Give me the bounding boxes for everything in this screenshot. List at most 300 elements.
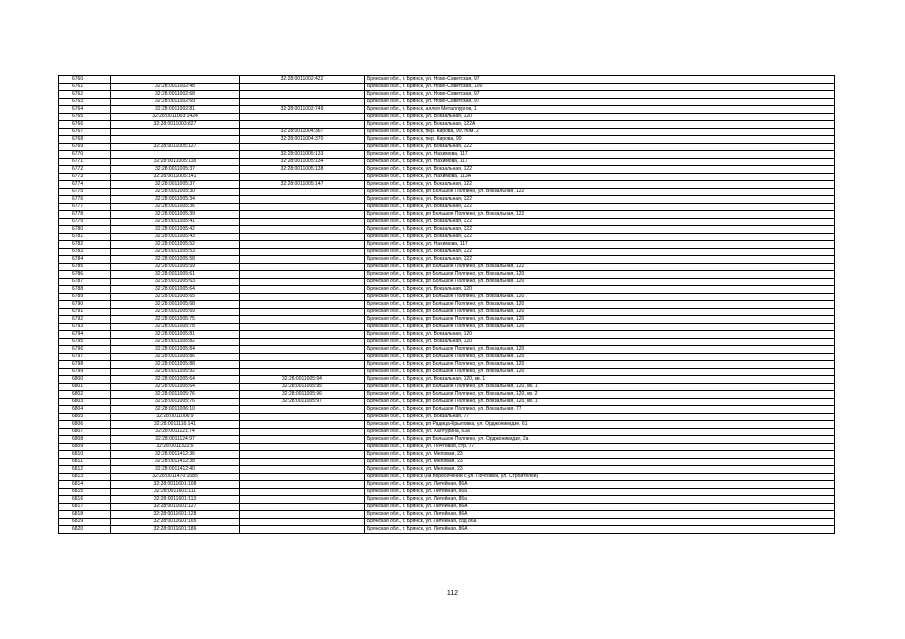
row-number-cell: 6786 — [59, 271, 111, 279]
row-number-cell: 6773 — [59, 173, 111, 181]
address-cell: Брянская обл., г. Брянск, ул. Меловая, 23 — [365, 451, 835, 459]
address-cell: Брянская обл., г. Брянск, ул. Литейная, 86А — [365, 481, 835, 489]
object-cadastral-number-cell: 32:28:0011005:97 — [240, 398, 365, 406]
object-cadastral-number-cell — [240, 271, 365, 279]
object-cadastral-number-cell — [240, 226, 365, 234]
object-cadastral-number-cell — [240, 406, 365, 414]
table-row — [59, 143, 835, 151]
table-row — [59, 466, 835, 474]
address-cell: Брянская обл., г. Брянск, ул. Нахимова, 117 — [365, 241, 835, 249]
object-cadastral-number-cell — [240, 458, 365, 466]
address-cell: Брянская обл., г. Брянск, рп Большое Полпино, ул. Вокзальная, 120 — [365, 271, 835, 279]
object-cadastral-number-cell: 32:28:0011002:422 — [240, 76, 365, 84]
row-number-cell: 6793 — [59, 323, 111, 331]
table-row — [59, 278, 835, 286]
land-cadastral-number-cell: 32:28:0011005:34 — [111, 196, 240, 204]
table-row — [59, 196, 835, 204]
row-number-cell: 6819 — [59, 518, 111, 526]
table-row — [59, 496, 835, 504]
address-cell: Брянская обл., г. Брянск, ул. Вокзальная, 120 — [365, 286, 835, 294]
land-cadastral-number-cell: 32:28:0011601:165 — [111, 518, 240, 526]
address-cell: Брянская обл., г. Брянск, пер. Кирова, 99 — [365, 136, 835, 144]
address-cell: Брянская обл., г. Брянск, рп Большое Полпино, ул. Вокзальная, 120, кв. 1 — [365, 383, 835, 391]
row-number-cell: 6798 — [59, 361, 111, 369]
land-cadastral-number-cell: 32:28:0011005:84 — [111, 346, 240, 354]
land-cadastral-number-cell: 32:28:0011601:111 — [111, 488, 240, 496]
land-cadastral-number-cell: 32:28:0011005:41 — [111, 218, 240, 226]
address-cell: Брянская обл., г. Брянск, рп Большое Полпино, ул. Вокзальная, 122 — [365, 211, 835, 219]
row-number-cell: 6784 — [59, 256, 111, 264]
row-number-cell: 6770 — [59, 151, 111, 159]
object-cadastral-number-cell — [240, 331, 365, 339]
row-number-cell: 6807 — [59, 428, 111, 436]
table-row — [59, 323, 835, 331]
table-row — [59, 76, 835, 84]
object-cadastral-number-cell: 32:28:0011004:370 — [240, 136, 365, 144]
land-cadastral-number-cell: 32:28:0011124:97 — [111, 436, 240, 444]
table-row — [59, 248, 835, 256]
object-cadastral-number-cell — [240, 173, 365, 181]
row-number-cell: 6809 — [59, 443, 111, 451]
object-cadastral-number-cell — [240, 338, 365, 346]
address-cell: Брянская обл., г. Брянск (на пересечении с ул. Почтовой, ул. Строителей) — [365, 473, 835, 481]
address-cell: Брянская обл., г. Брянск, ул. Вокзальная, 122 — [365, 256, 835, 264]
table-row — [59, 121, 835, 129]
object-cadastral-number-cell — [240, 428, 365, 436]
land-cadastral-number-cell: 32:28:0011006:9 — [111, 413, 240, 421]
table-row — [59, 316, 835, 324]
address-cell: Брянская обл., г. Брянск, ул. Вокзальная, 77 — [365, 413, 835, 421]
row-number-cell: 6816 — [59, 496, 111, 504]
address-cell: Брянская обл., г. Брянск, ул. Литейная, 86а — [365, 496, 835, 504]
object-cadastral-number-cell: 32:28:0011005:96 — [240, 391, 365, 399]
table-row — [59, 83, 835, 91]
land-cadastral-number-cell: 32:28:0011002:81 — [111, 106, 240, 114]
table-row — [59, 451, 835, 459]
address-cell: Брянская обл., г. Брянск, ул. Вокзальная, 122 — [365, 203, 835, 211]
row-number-cell: 6799 — [59, 368, 111, 376]
row-number-cell: 6760 — [59, 76, 111, 84]
land-cadastral-number-cell: 32:28:0011005:141 — [111, 173, 240, 181]
row-number-cell: 6820 — [59, 526, 111, 534]
address-cell: Брянская обл., г. Брянск, ул. Вокзальная, 122 — [365, 233, 835, 241]
address-cell: Брянская обл., г. Брянск, ул. Вокзальная, 122 — [365, 218, 835, 226]
land-cadastral-number-cell: 32:28:0011322:5 — [111, 443, 240, 451]
row-number-cell: 6782 — [59, 241, 111, 249]
land-cadastral-number-cell: 32:28:0011005:82 — [111, 338, 240, 346]
table-row — [59, 353, 835, 361]
row-number-cell: 6762 — [59, 91, 111, 99]
object-cadastral-number-cell — [240, 196, 365, 204]
row-number-cell: 6814 — [59, 481, 111, 489]
land-cadastral-number-cell: 32:28:0011003:1424 — [111, 113, 240, 121]
row-number-cell: 6763 — [59, 98, 111, 106]
address-cell: Брянская обл., г. Брянск, ул. Литейная, 86А — [365, 503, 835, 511]
table-row — [59, 286, 835, 294]
row-number-cell: 6805 — [59, 413, 111, 421]
row-number-cell: 6808 — [59, 436, 111, 444]
table-row — [59, 511, 835, 519]
table-row — [59, 406, 835, 414]
address-cell: Брянская обл., г. Брянск, рп Большое Полпино, ул. Вокзальная, 120, кв. 1 — [365, 398, 835, 406]
table-row — [59, 233, 835, 241]
table-row — [59, 136, 835, 144]
land-cadastral-number-cell: 32:28:0011002:68 — [111, 91, 240, 99]
address-cell: Брянская обл., г. Брянск, рп Большое Полпино, ул. Вокзальная, 120 — [365, 293, 835, 301]
land-cadastral-number-cell: 32:28:0011412:36 — [111, 451, 240, 459]
land-cadastral-number-cell: 32:28:0011005:127 — [111, 143, 240, 151]
address-cell: Брянская обл., г. Брянск, ул. Литейная, 86А — [365, 511, 835, 519]
land-cadastral-number-cell: 32:28:0011002:69 — [111, 98, 240, 106]
object-cadastral-number-cell — [240, 301, 365, 309]
land-cadastral-number-cell: 32:28:0011003:827 — [111, 121, 240, 129]
row-number-cell: 6765 — [59, 113, 111, 121]
address-cell: Брянская обл., г. Брянск, рп Большое Полпино, ул. Вокзальная, 120, кв. 2 — [365, 391, 835, 399]
table-row — [59, 391, 835, 399]
address-cell: Брянская обл., г. Брянск, ул. Нахимова, 117 — [365, 158, 835, 166]
address-cell: Брянская обл., г. Брянск, ул. Вокзальная, 120 — [365, 331, 835, 339]
address-cell: Брянская обл., г. Брянск, ул. Литейная, сод 86а — [365, 518, 835, 526]
table-row — [59, 91, 835, 99]
object-cadastral-number-cell — [240, 526, 365, 534]
land-cadastral-number-cell: 32:28:0011005:30 — [111, 188, 240, 196]
object-cadastral-number-cell — [240, 203, 365, 211]
land-cadastral-number-cell: 32:28:0011005:64 — [111, 376, 240, 384]
row-number-cell: 6780 — [59, 226, 111, 234]
address-cell: Брянская обл., г. Брянск, ул. Ново-Советская, 97 — [365, 98, 835, 106]
land-cadastral-number-cell: 32:28:0011005:39 — [111, 211, 240, 219]
table-row — [59, 128, 835, 136]
object-cadastral-number-cell — [240, 346, 365, 354]
object-cadastral-number-cell — [240, 121, 365, 129]
table-row — [59, 436, 835, 444]
table-row — [59, 421, 835, 429]
row-number-cell: 6801 — [59, 383, 111, 391]
object-cadastral-number-cell: 32:28:0011005:133 — [240, 151, 365, 159]
land-cadastral-number-cell: 32:28:0011005:68 — [111, 301, 240, 309]
table-row — [59, 98, 835, 106]
land-cadastral-number-cell: 32:28:0011006:10 — [111, 406, 240, 414]
table-row — [59, 443, 835, 451]
row-number-cell: 6766 — [59, 121, 111, 129]
land-cadastral-number-cell: 32:28:0011005:76 — [111, 398, 240, 406]
row-number-cell: 6788 — [59, 286, 111, 294]
row-number-cell: 6771 — [59, 158, 111, 166]
address-cell: Брянская обл., г. Брянск, рп Большое Полпино, ул. Вокзальная, 122 — [365, 263, 835, 271]
address-cell: Брянская обл., г. Брянск, ул. Вокзальная, 120 — [365, 113, 835, 121]
object-cadastral-number-cell — [240, 436, 365, 444]
row-number-cell: 6812 — [59, 466, 111, 474]
land-cadastral-number-cell: 32:28:0011601:127 — [111, 503, 240, 511]
object-cadastral-number-cell — [240, 91, 365, 99]
object-cadastral-number-cell: 32:28:0011005:94 — [240, 376, 365, 384]
table-row — [59, 113, 835, 121]
table-row — [59, 173, 835, 181]
land-cadastral-number-cell: 32:28:0011121:74 — [111, 428, 240, 436]
object-cadastral-number-cell — [240, 263, 365, 271]
land-cadastral-number-cell: 32:28:0011412:38 — [111, 458, 240, 466]
object-cadastral-number-cell — [240, 323, 365, 331]
row-number-cell: 6803 — [59, 398, 111, 406]
table-row — [59, 226, 835, 234]
land-cadastral-number-cell: 32:28:0011005:37 — [111, 181, 240, 189]
row-number-cell: 6789 — [59, 293, 111, 301]
land-cadastral-number-cell: 32:28:0011005:64 — [111, 383, 240, 391]
land-cadastral-number-cell: 32:28:0011005:75 — [111, 316, 240, 324]
address-cell: Брянская обл., г. Брянск, ул. Литейная, 86а — [365, 488, 835, 496]
address-cell: Брянская обл., г. Брянск, аллея Металлургов, 1 — [365, 106, 835, 114]
object-cadastral-number-cell — [240, 308, 365, 316]
land-cadastral-number-cell: 32:28:0011601:128 — [111, 511, 240, 519]
land-cadastral-number-cell: 32:28:0011005:78 — [111, 323, 240, 331]
address-cell: Брянская обл., г. Брянск, ул. Вокзальная, 122 — [365, 166, 835, 174]
object-cadastral-number-cell — [240, 488, 365, 496]
land-cadastral-number-cell — [111, 151, 240, 159]
table-row — [59, 166, 835, 174]
object-cadastral-number-cell — [240, 316, 365, 324]
object-cadastral-number-cell — [240, 143, 365, 151]
row-number-cell: 6772 — [59, 166, 111, 174]
page-number: 112 — [446, 590, 459, 597]
table-row — [59, 256, 835, 264]
land-cadastral-number-cell: 32:28:0011005:86 — [111, 353, 240, 361]
table-row — [59, 383, 835, 391]
object-cadastral-number-cell — [240, 473, 365, 481]
object-cadastral-number-cell — [240, 98, 365, 106]
address-cell: Брянская обл., г. Брянск, ул. Вокзальная, 122 — [365, 226, 835, 234]
address-cell: Брянская обл., г. Брянск, рп Большое Полпино, ул. Вокзальная, 120 — [365, 316, 835, 324]
row-number-cell: 6811 — [59, 458, 111, 466]
row-number-cell: 6795 — [59, 338, 111, 346]
row-number-cell: 6797 — [59, 353, 111, 361]
row-number-cell: 6815 — [59, 488, 111, 496]
row-number-cell: 6781 — [59, 233, 111, 241]
land-cadastral-number-cell: 32:28:0011470:1085 — [111, 473, 240, 481]
row-number-cell: 6813 — [59, 473, 111, 481]
land-cadastral-number-cell: 32:28:0011005:58 — [111, 256, 240, 264]
object-cadastral-number-cell — [240, 503, 365, 511]
land-cadastral-number-cell: 32:28:0011005:118 — [111, 158, 240, 166]
object-cadastral-number-cell: 32:28:0011004:367 — [240, 128, 365, 136]
table-row — [59, 271, 835, 279]
address-cell: Брянская обл., г. Брянск, ул. Вокзальная, 120 — [365, 338, 835, 346]
row-number-cell: 6767 — [59, 128, 111, 136]
row-number-cell: 6761 — [59, 83, 111, 91]
object-cadastral-number-cell — [240, 443, 365, 451]
land-cadastral-number-cell: 32:28:0011005:42 — [111, 226, 240, 234]
address-cell: Брянская обл., г. Брянск, ул. Вокзальная, 122 — [365, 181, 835, 189]
table-row — [59, 211, 835, 219]
table-row — [59, 308, 835, 316]
table-row — [59, 458, 835, 466]
address-cell: Брянская обл., г. Брянск, ул. Нахимова, 113А — [365, 173, 835, 181]
address-cell: Брянская обл., г. Брянск, ул. Вокзальная, 122А — [365, 121, 835, 129]
address-cell: Брянская обл., г. Брянск, рп Радица-Крыловка, ул. Орджоникидзе, 61 — [365, 421, 835, 429]
object-cadastral-number-cell — [240, 361, 365, 369]
table-row — [59, 361, 835, 369]
table-row — [59, 181, 835, 189]
row-number-cell: 6802 — [59, 391, 111, 399]
address-cell: Брянская обл., г. Брянск, рп Большое Полпино, ул. Вокзальная, 77 — [365, 406, 835, 414]
object-cadastral-number-cell: 32:28:0011002:749 — [240, 106, 365, 114]
row-number-cell: 6764 — [59, 106, 111, 114]
row-number-cell: 6776 — [59, 196, 111, 204]
object-cadastral-number-cell — [240, 286, 365, 294]
table-row — [59, 413, 835, 421]
address-cell: Брянская обл., г. Брянск, ул. Ново-Советская, 97 — [365, 91, 835, 99]
land-cadastral-number-cell: 32:28:0011005:64 — [111, 286, 240, 294]
address-cell: Брянская обл., г. Брянск, ул. Вокзальная, 120, кв. 1 — [365, 376, 835, 384]
row-number-cell: 6775 — [59, 188, 111, 196]
land-cadastral-number-cell: 32:28:0011005:61 — [111, 271, 240, 279]
object-cadastral-number-cell — [240, 256, 365, 264]
table-row — [59, 331, 835, 339]
address-cell: Брянская обл., г. Брянск, ул. Ново-Советская, 97 — [365, 76, 835, 84]
object-cadastral-number-cell — [240, 511, 365, 519]
land-cadastral-number-cell: 32:28:0011002:48 — [111, 83, 240, 91]
table-row — [59, 106, 835, 114]
address-cell: Брянская обл., г. Брянск, пер. Кирова, 99, пом. 2 — [365, 128, 835, 136]
row-number-cell: 6817 — [59, 503, 111, 511]
row-number-cell: 6783 — [59, 248, 111, 256]
row-number-cell: 6778 — [59, 211, 111, 219]
land-cadastral-number-cell: 32:28:0011601:186 — [111, 526, 240, 534]
registry-table-body — [59, 76, 835, 534]
row-number-cell: 6796 — [59, 346, 111, 354]
object-cadastral-number-cell — [240, 241, 365, 249]
address-cell: Брянская обл., г. Брянск, рп Большое Полпино, ул. Вокзальная, 120 — [365, 301, 835, 309]
object-cadastral-number-cell — [240, 293, 365, 301]
table-row — [59, 241, 835, 249]
object-cadastral-number-cell — [240, 451, 365, 459]
address-cell: Брянская обл., г. Брянск, рп Большое Полпино, ул. Вокзальная, 122 — [365, 188, 835, 196]
table-row — [59, 346, 835, 354]
object-cadastral-number-cell — [240, 278, 365, 286]
address-cell: Брянская обл., г. Брянск, рп Большое Полпино, ул. Вокзальная, 120 — [365, 278, 835, 286]
object-cadastral-number-cell — [240, 421, 365, 429]
object-cadastral-number-cell — [240, 368, 365, 376]
object-cadastral-number-cell: 32:28:0011005:138 — [240, 166, 365, 174]
land-cadastral-number-cell: 32:28:0011005:92 — [111, 368, 240, 376]
table-row — [59, 368, 835, 376]
land-cadastral-number-cell — [111, 76, 240, 84]
object-cadastral-number-cell — [240, 233, 365, 241]
table-row — [59, 481, 835, 489]
object-cadastral-number-cell — [240, 188, 365, 196]
land-cadastral-number-cell: 32:28:0011005:52 — [111, 241, 240, 249]
object-cadastral-number-cell: 32:28:0011005:134 — [240, 158, 365, 166]
table-row — [59, 503, 835, 511]
object-cadastral-number-cell: 32:28:0011005:147 — [240, 181, 365, 189]
registry-table — [58, 75, 835, 534]
address-cell: Брянская обл., г. Брянск, рп Большое Полпино, ул. Вокзальная, 120 — [365, 346, 835, 354]
land-cadastral-number-cell: 32:28:0011601:108 — [111, 481, 240, 489]
land-cadastral-number-cell: 32:28:0011005:69 — [111, 308, 240, 316]
row-number-cell: 6768 — [59, 136, 111, 144]
object-cadastral-number-cell — [240, 353, 365, 361]
table-row — [59, 518, 835, 526]
table-row — [59, 428, 835, 436]
table-row — [59, 338, 835, 346]
table-row — [59, 188, 835, 196]
row-number-cell: 6806 — [59, 421, 111, 429]
object-cadastral-number-cell — [240, 113, 365, 121]
address-cell: Брянская обл., г. Брянск, рп Большое Полпино, ул. Вокзальная, 120 — [365, 323, 835, 331]
address-cell: Брянская обл., г. Брянск, рп Большое Полпино, ул. Орджоникидзе, 2а — [365, 436, 835, 444]
address-cell: Брянская обл., г. Брянск, рп Большое Полпино, ул. Вокзальная, 120 — [365, 361, 835, 369]
row-number-cell: 6804 — [59, 406, 111, 414]
row-number-cell: 6790 — [59, 301, 111, 309]
object-cadastral-number-cell — [240, 83, 365, 91]
object-cadastral-number-cell — [240, 413, 365, 421]
address-cell: Брянская обл., г. Брянск, рп Большое Полпино, ул. Вокзальная, 120 — [365, 308, 835, 316]
land-cadastral-number-cell: 32:28:0011601:113 — [111, 496, 240, 504]
address-cell: Брянская обл., г. Брянск, рп Большое Полпино, ул. Вокзальная, 120 — [365, 368, 835, 376]
row-number-cell: 6769 — [59, 143, 111, 151]
table-row — [59, 293, 835, 301]
row-number-cell: 6794 — [59, 331, 111, 339]
land-cadastral-number-cell: 32:28:0011005:63 — [111, 278, 240, 286]
object-cadastral-number-cell — [240, 518, 365, 526]
table-row — [59, 151, 835, 159]
table-row — [59, 158, 835, 166]
table-row — [59, 263, 835, 271]
land-cadastral-number-cell: 32:28:0011005:81 — [111, 331, 240, 339]
row-number-cell: 6785 — [59, 263, 111, 271]
object-cadastral-number-cell — [240, 211, 365, 219]
object-cadastral-number-cell — [240, 466, 365, 474]
address-cell: Брянская обл., г. Брянск, рп Большое Полпино, ул. Вокзальная, 120 — [365, 353, 835, 361]
land-cadastral-number-cell: 32:28:0011412:40 — [111, 466, 240, 474]
land-cadastral-number-cell: 32:28:0011005:65 — [111, 293, 240, 301]
row-number-cell: 6800 — [59, 376, 111, 384]
row-number-cell: 6810 — [59, 451, 111, 459]
object-cadastral-number-cell — [240, 248, 365, 256]
land-cadastral-number-cell — [111, 136, 240, 144]
land-cadastral-number-cell: 32:28:0011005:59 — [111, 263, 240, 271]
land-cadastral-number-cell — [111, 128, 240, 136]
object-cadastral-number-cell — [240, 218, 365, 226]
land-cadastral-number-cell: 32:28:0011116:141 — [111, 421, 240, 429]
address-cell: Брянская обл., г. Брянск, ул. Вокзальная, 122 — [365, 248, 835, 256]
row-number-cell: 6779 — [59, 218, 111, 226]
land-cadastral-number-cell: 32:28:0011005:53 — [111, 248, 240, 256]
land-cadastral-number-cell: 32:28:0011005:76 — [111, 391, 240, 399]
address-cell: Брянская обл., г. Брянск, ул. Нахимова, 117 — [365, 151, 835, 159]
address-cell: Брянская обл., г. Брянск, ул. Вокзальная, 122 — [365, 196, 835, 204]
row-number-cell: 6818 — [59, 511, 111, 519]
land-cadastral-number-cell: 32:28:0011005:36 — [111, 203, 240, 211]
row-number-cell: 6787 — [59, 278, 111, 286]
table-row — [59, 203, 835, 211]
address-cell: Брянская обл., г. Брянск, ул. Халтурина, 63а — [365, 428, 835, 436]
table-row — [59, 488, 835, 496]
table-row — [59, 473, 835, 481]
table-row — [59, 526, 835, 534]
land-cadastral-number-cell: 32:28:0011005:43 — [111, 233, 240, 241]
address-cell: Брянская обл., г. Брянск, ул. Литейная, 86А — [365, 526, 835, 534]
object-cadastral-number-cell — [240, 496, 365, 504]
row-number-cell: 6777 — [59, 203, 111, 211]
address-cell: Брянская обл., г. Брянск, ул. Ново-Советская, 100 — [365, 83, 835, 91]
address-cell: Брянская обл., г. Брянск, ул. Меловая, 23 — [365, 458, 835, 466]
land-cadastral-number-cell: 32:28:0011005:37 — [111, 166, 240, 174]
address-cell: Брянская обл., г. Брянск, ул. Почтовая, стр. 77 — [365, 443, 835, 451]
table-row — [59, 301, 835, 309]
table-row — [59, 218, 835, 226]
row-number-cell: 6774 — [59, 181, 111, 189]
address-cell: Брянская обл., г. Брянск, ул. Меловая, 23 — [365, 466, 835, 474]
